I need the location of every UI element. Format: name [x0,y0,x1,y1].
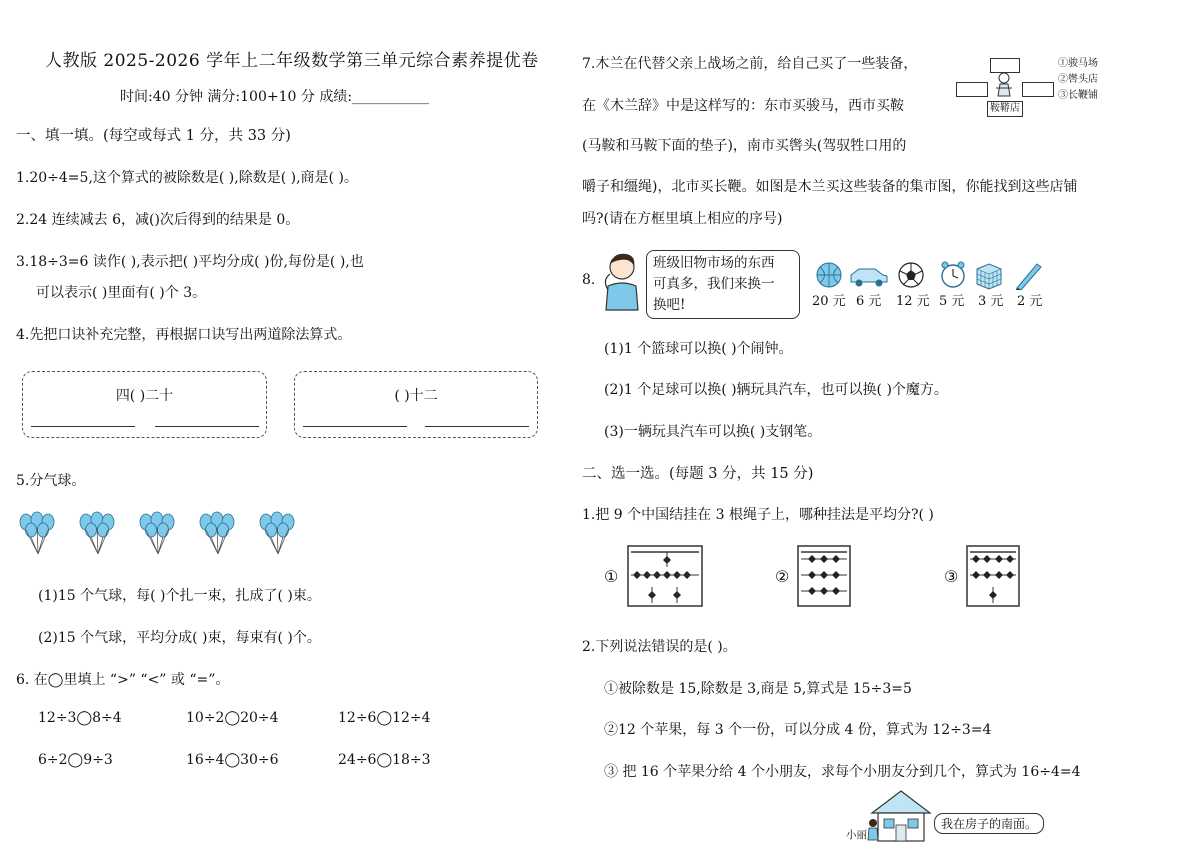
page-title: 人教版 2025-2026 学年上二年级数学第三单元综合素养提优卷 [45,51,539,71]
section2-question-2: 2.下列说法错误的是( )。 [582,639,737,655]
answer-line[interactable] [155,426,259,427]
question-7-line1: 7.木兰在代替父亲上战场之前，给自己买了一些装备， [582,56,918,72]
question-3-line2: 可以表示( )里面有( )个 3。 [36,285,207,301]
question-8-sub3: (3)一辆玩具汽车可以换( )支钢笔。 [604,424,822,440]
price-label: 6 元 [856,294,882,309]
legend-item: ①骏马场 [1058,58,1098,69]
question-5: 5.分气球。 [16,473,86,489]
question-7-line4: 嚼子和缰绳)，北市买长鞭。如图是木兰买这些装备的集市图，你能找到这些店铺 [582,179,1078,195]
option-text: ②12 个苹果，每 3 个一份，可以分成 4 份，算式为 12÷3=4 [604,722,992,738]
boy-character-icon [600,250,648,312]
knot-rack-option-2 [797,545,851,607]
answer-line[interactable] [425,426,529,427]
compare-item: 12÷3◯8÷4 [38,710,122,726]
question-7-line3: (马鞍和马鞍下面的垫子)，南市买辔头(驾驭牲口用的 [582,138,907,154]
toy-car-icon [851,269,887,287]
knot-rack-option-3 [966,545,1020,607]
option-text: ③ 把 16 个苹果分给 4 个小朋友，求每个小朋友分到几个，算式为 16÷4=4 [604,764,1081,780]
shop-legend [1058,56,1098,104]
question-7-line5: 吗?(请在方框里填上相应的序号) [582,211,783,227]
alarm-clock-icon [942,262,964,287]
price-label: 3 元 [978,294,1004,309]
verse-text-2: ( )十二 [394,388,438,404]
price-label: 12 元 [896,294,930,309]
answer-line[interactable] [31,426,135,427]
price-label: 2 元 [1017,294,1043,309]
question-5-sub2: (2)15 个气球，平均分成( )束，每束有( )个。 [38,630,321,646]
question-8-number: 8. [582,272,596,288]
compare-item: 24÷6◯18÷3 [338,752,431,768]
section2-question-1: 1.把 9 个中国结挂在 3 根绳子上，哪种挂法是平均分?( ) [582,507,934,523]
question-7-line2: 在《木兰辞》中是这样写的：东市买骏马，西市买鞍 [582,98,904,114]
price-label: 20 元 [812,294,846,309]
compare-item: 10÷2◯20÷4 [186,710,279,726]
option-label: ① [604,567,619,586]
exchange-items-illustration [815,260,1045,290]
compare-item: 16÷4◯30÷6 [186,752,279,768]
bubble-line: 班级旧物市场的东西 [653,255,775,271]
price-label: 5 元 [939,294,965,309]
multiplication-verse-box-1 [22,371,267,438]
section2-heading: 二、选一选。(每题 3 分，共 15 分) [582,466,814,482]
knot-rack-option-1 [627,545,703,607]
basketball-icon [817,263,841,287]
girl-figure-icon [866,818,880,844]
exam-info: 时间:40 分钟 满分:100+10 分 成绩:___________ [120,89,430,105]
multiplication-verse-box-2 [294,371,538,438]
question-8-sub2: (2)1 个足球可以换( )辆玩具汽车，也可以换( )个魔方。 [604,382,948,398]
question-3-line1: 3.18÷3=6 读作( ),表示把( )平均分成( )份,每份是( ),也 [16,254,364,270]
question-4: 4.先把口诀补充完整，再根据口诀写出两道除法算式。 [16,327,352,343]
question-5-sub1: (1)15 个气球，每( )个扎一束，扎成了( )束。 [38,588,321,604]
speech-bubble [646,250,800,319]
speech-bubble-small: 我在房子的南面。 [934,813,1044,834]
bubble-line: 可真多，我们来换一 [653,276,775,292]
character-name: 小丽 [846,829,867,841]
option-label: ② [775,567,790,586]
option-label: ③ [944,567,959,586]
pen-icon [1015,264,1041,290]
question-6: 6. 在◯里填上 “>” “<” 或 “=”。 [16,672,230,688]
saddle-shop-label: 鞍鞯店 [987,101,1023,117]
section1-heading: 一、填一填。(每空或每式 1 分，共 33 分) [16,128,291,144]
compare-item: 6÷2◯9÷3 [38,752,113,768]
answer-box-east[interactable] [1022,82,1054,97]
compare-item: 12÷6◯12÷4 [338,710,431,726]
question-8-sub1: (1)1 个篮球可以换( )个闹钟。 [604,341,793,357]
legend-item: ②辔头店 [1058,74,1098,85]
bubble-line: 换吧! [653,297,686,313]
option-text: ①被除数是 15,除数是 3,商是 5,算式是 15÷3=5 [604,681,912,697]
legend-item: ③长鞭铺 [1058,90,1098,101]
question-1: 1.20÷4=5,这个算式的被除数是( ),除数是( ),商是( )。 [16,170,358,186]
answer-box-west[interactable] [956,82,988,97]
balloon-bunches-illustration [18,510,308,560]
verse-text-1: 四( )二十 [115,388,174,404]
rubiks-cube-icon [977,264,1001,289]
answer-line[interactable] [303,426,407,427]
soccer-ball-icon [899,263,923,287]
question-2: 2.24 连续减去 6，减()次后得到的结果是 0。 [16,212,300,228]
